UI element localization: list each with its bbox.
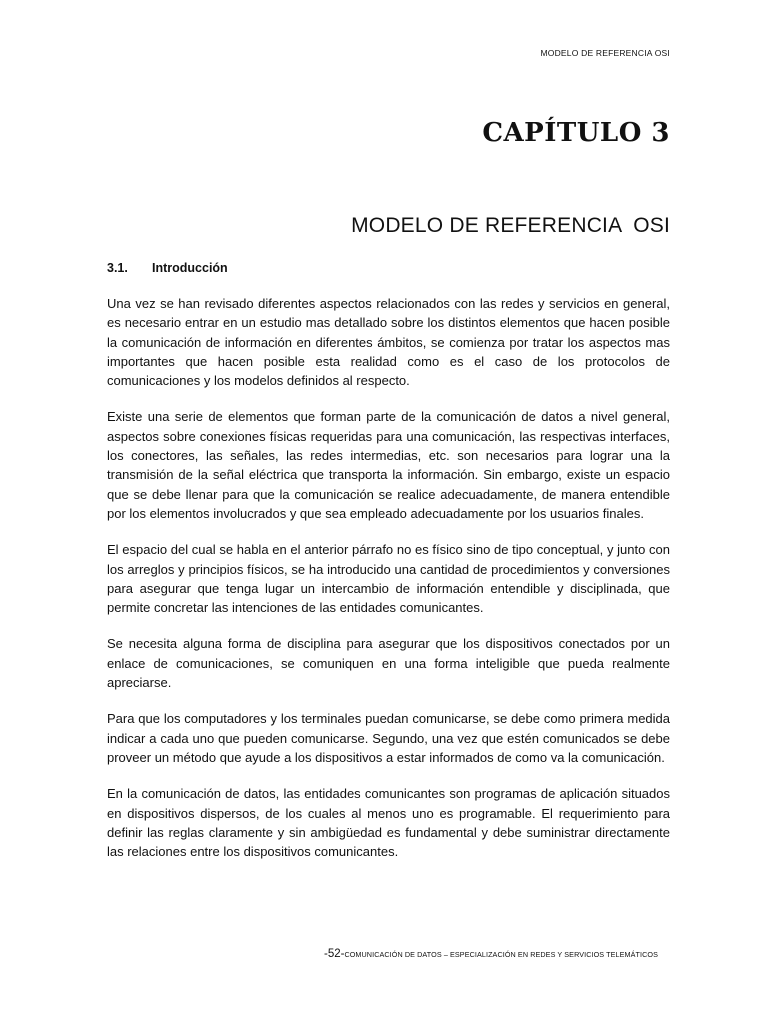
chapter-label: CAPÍTULO 3: [482, 118, 670, 148]
body-text: [107, 294, 670, 878]
page-number: -52-: [324, 948, 345, 960]
running-header: MODELO DE REFERENCIA OSI: [540, 48, 670, 58]
footer-text: COMUNICACIÓN DE DATOS – ESPECIALIZACIÓN EN REDES Y SERVICIOS TELEMÁTICOS: [344, 950, 658, 959]
section-number: 3.1.: [107, 261, 128, 275]
chapter-title-text: MODELO DE REFERENCIA OSI: [351, 214, 670, 237]
paragraph: Una vez se han revisado diferentes aspectos relacionados con las redes y servicios en general, es necesario entrar en un estudio mas detallado sobre los distintos elementos que hacen posible la comunicación de información en diferentes ámbitos, se comienza por tratar los aspectos mas importantes que hacen posible esta realidad como es el caso de los protocolos de comunicaciones y los modelos definidos al respecto.: [107, 296, 670, 389]
section-title: Introducción: [152, 261, 228, 275]
paragraph: Se necesita alguna forma de disciplina para asegurar que los dispositivos conectados por un enlace de comunicaciones, se comuniquen en una forma inteligible que pueda realmente apreciarse.: [107, 636, 670, 691]
paragraph: En la comunicación de datos, las entidades comunicantes son programas de aplicación situados en dispositivos dispersos, de los cuales al menos uno es programable. El requerimiento para definir las reglas claramente y sin ambigüedad es fundamental y debe suministrar directamente las relaciones entre los dispositivos comunicantes.: [107, 786, 670, 860]
chapter-title: [351, 214, 670, 238]
page-footer: [324, 948, 658, 960]
paragraph: Para que los computadores y los terminales puedan comunicarse, se debe como primera medida indicar a cada uno que pueden comunicarse. Segundo, una vez que estén comunicados se debe proveer un método que ayude a los dispositivos a estar informados de como va la comunicación.: [107, 711, 670, 765]
paragraph: Existe una serie de elementos que forman parte de la comunicación de datos a nivel general, aspectos sobre conexiones físicas requeridas para una comunicación, las respectivas interfaces, los conectores, las señales, las redes intermedias, etc. son necesarios para lograr una la transmisión de la señal eléctrica que transporta la información. Sin embargo, existe un espacio que se debe llenar para que la comunicación se realice adecuadamente, de manera entendible por los elementos involucrados y que sea empleado adecuadamente por los usuarios finales.: [107, 409, 670, 521]
section-heading: [107, 261, 228, 275]
paragraph: El espacio del cual se habla en el anterior párrafo no es físico sino de tipo conceptual, y junto con los arreglos y principios físicos, se ha introducido una cantidad de procedimientos y conversiones para asegurar que tenga lugar un intercambio de información entendible y disciplinada, que permite concretar las intenciones de las entidades comunicantes.: [107, 542, 670, 616]
